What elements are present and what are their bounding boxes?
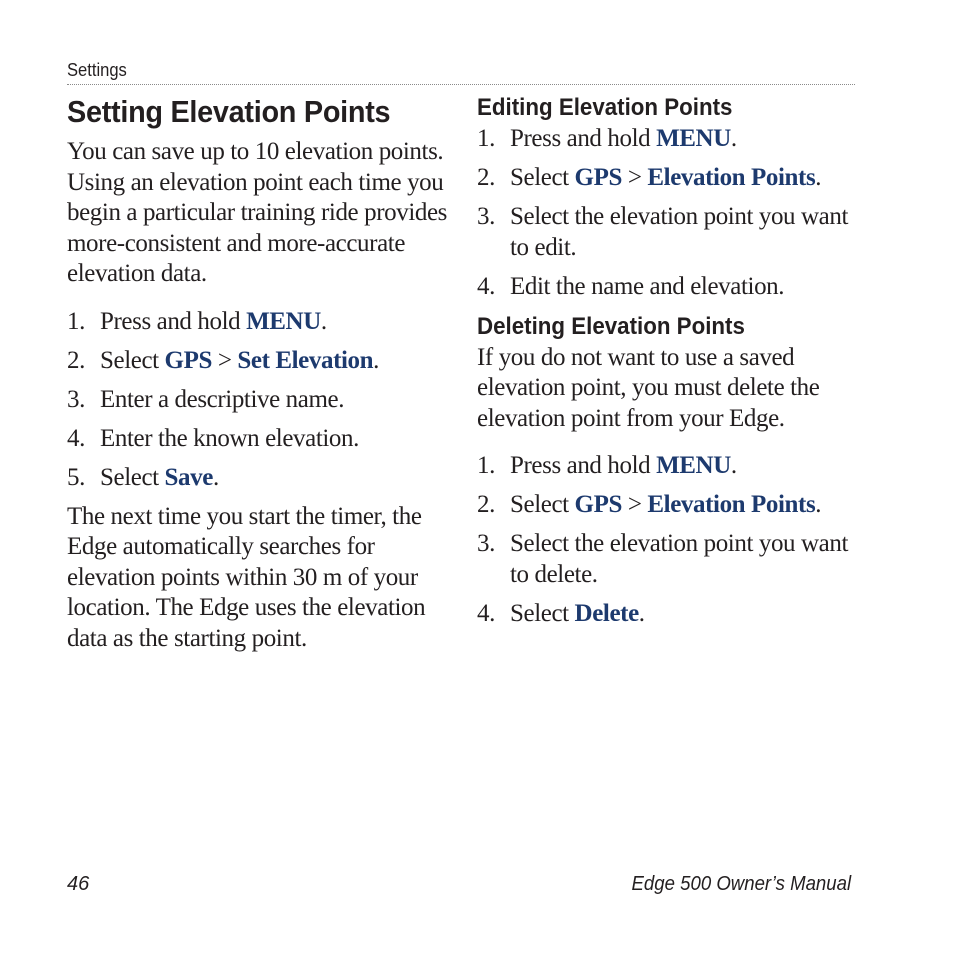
menu-key-label: MENU — [246, 307, 321, 335]
list-item: 3. Select the elevation point you want to edit. — [477, 203, 848, 261]
set-elevation-menu-label: Set Elevation — [237, 346, 374, 374]
save-key-label: Save — [164, 463, 213, 491]
list-item: 3. Enter a descriptive name. — [67, 385, 345, 413]
page-number: 46 — [67, 873, 90, 895]
manual-title: Edge 500 Owner’s Manual — [631, 873, 851, 895]
editing-steps — [477, 124, 862, 302]
list-item: 4. Enter the known elevation. — [67, 424, 359, 452]
list-item: 2. Select GPS > Elevation Points. — [477, 491, 822, 518]
elevation-points-menu-label: Elevation Points — [647, 164, 816, 191]
deleting-heading: Deleting Elevation Points — [477, 312, 745, 340]
list-item: 1. Press and hold MENU. — [477, 125, 737, 152]
menu-key-label: MENU — [656, 452, 731, 479]
left-column — [67, 92, 452, 654]
elevation-points-menu-label: Elevation Points — [647, 491, 816, 518]
right-column — [477, 92, 862, 638]
editing-heading: Editing Elevation Points — [477, 94, 733, 121]
deleting-intro-paragraph: If you do not want to use a saved elevation point, you must delete the elevation point from your Edge. — [477, 343, 820, 432]
outro-paragraph: The next time you start the timer, the Edge automatically searches for elevation points within 30 m of your location. The Edge uses the elevation data as the starting point. — [67, 502, 426, 652]
list-item: 2. Select GPS > Elevation Points. — [477, 164, 822, 191]
gps-menu-label: GPS — [164, 346, 212, 374]
menu-key-label: MENU — [656, 125, 731, 152]
deleting-steps — [477, 451, 862, 629]
set-elevation-steps — [67, 307, 452, 494]
header-divider — [67, 84, 855, 85]
list-item: 1. Press and hold MENU. — [477, 452, 737, 479]
page-title: Setting Elevation Points — [67, 94, 391, 129]
list-item: 5. Select Save. — [67, 463, 219, 491]
section-header: Settings — [67, 60, 127, 80]
list-item: 1. Press and hold MENU. — [67, 307, 327, 335]
intro-paragraph: You can save up to 10 elevation points. Using an elevation point each time you begin a particular training ride provides more-consistent and more-accurate elevation data. — [67, 138, 447, 287]
gps-menu-label: GPS — [574, 491, 622, 518]
list-item: 3. Select the elevation point you want to delete. — [477, 530, 848, 588]
gps-menu-label: GPS — [574, 164, 622, 191]
list-item: 2. Select GPS > Set Elevation. — [67, 346, 380, 374]
delete-key-label: Delete — [574, 599, 639, 627]
list-item: 4. Select Delete. — [477, 599, 645, 627]
list-item: 4. Edit the name and elevation. — [477, 272, 785, 300]
